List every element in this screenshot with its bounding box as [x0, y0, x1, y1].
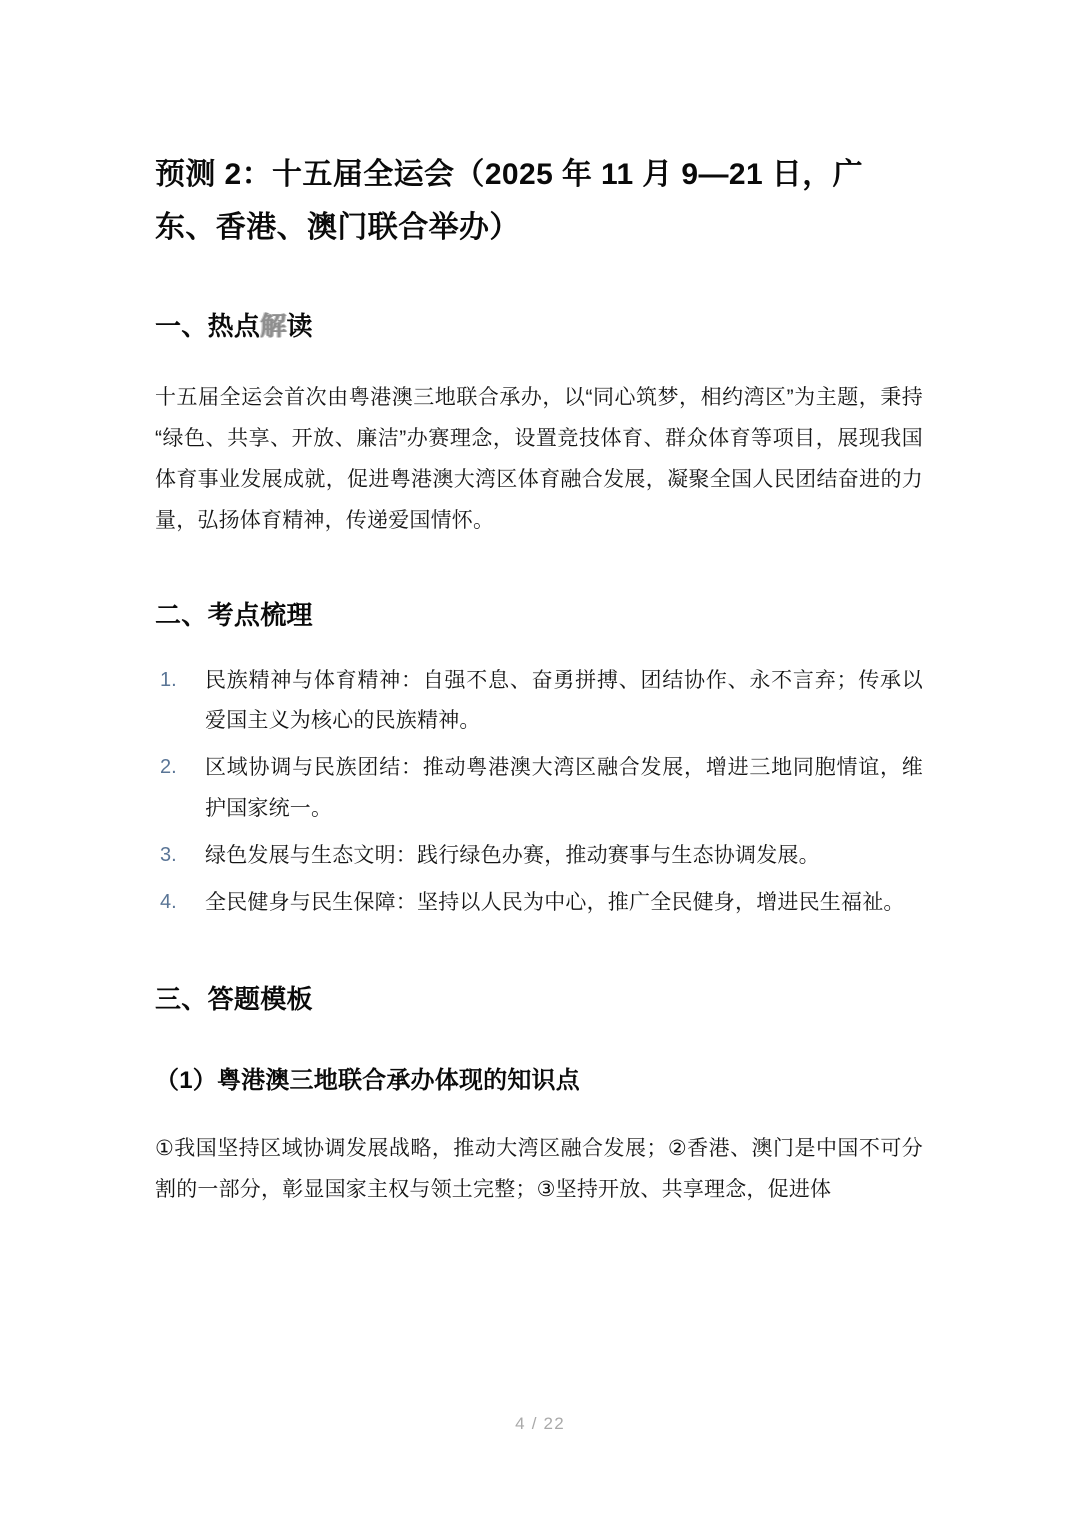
heading-text-prefix: 一、热点 — [155, 310, 261, 341]
list-item — [155, 661, 923, 743]
section-heading-hot-topic — [155, 255, 923, 346]
heading-text-suffix: 读 — [286, 310, 313, 341]
list-item-text: 民族精神与体育精神：自强不息、奋勇拼搏、团结协作、永不言弃；传承以爱国主义为核心的民族精神。 — [205, 668, 923, 733]
list-item — [155, 836, 923, 877]
heading-ghost-glyph: 解 — [260, 310, 287, 341]
section-heading-answer-template: 三、答题模板 — [155, 984, 313, 1015]
page-number-footer: 4 / 22 — [515, 1414, 565, 1433]
document-title: 预测 2：十五届全运会（2025 年 11 月 9—21 日，广东、香港、澳门联合举办） — [155, 158, 863, 245]
page-content — [155, 0, 923, 1211]
list-item-marker: 2. — [160, 756, 177, 779]
list-item — [155, 748, 923, 830]
list-item — [155, 883, 923, 924]
list-item-text: 区域协调与民族团结：推动粤港澳大湾区融合发展，增进三地同胞情谊，维护国家统一。 — [205, 756, 923, 821]
list-item-marker: 4. — [160, 891, 177, 914]
section-heading-exam-points: 二、考点梳理 — [155, 599, 313, 630]
list-item-text: 全民健身与民生保障：坚持以人民为中心，推广全民健身，增进民生福祉。 — [205, 891, 905, 915]
answer-template-paragraph: ①我国坚持区域协调发展战略，推动大湾区融合发展；②香港、澳门是中国不可分割的一部分，彰显国家主权与领土完整；③坚持开放、共享理念，促进体 — [155, 1137, 923, 1202]
list-item-text: 绿色发展与生态文明：践行绿色办赛，推动赛事与生态协调发展。 — [205, 844, 820, 868]
exam-points-list — [155, 635, 923, 925]
subheading-knowledge-points: （1）粤港澳三地联合承办体现的知识点 — [155, 1067, 580, 1095]
hot-topic-paragraph: 十五届全运会首次由粤港澳三地联合承办，以“同心筑梦，相约湾区”为主题，秉持“绿色、共享、开放、廉洁”办赛理念，设置竞技体育、群众体育等项目，展现我国体育事业发展成就，促进粤港澳大湾区体育融合发展，凝聚全国人民团结奋进的力量，弘扬体育精神，传递爱国情怀。 — [155, 385, 923, 532]
list-item-marker: 3. — [160, 844, 177, 867]
list-item-marker: 1. — [160, 668, 177, 691]
